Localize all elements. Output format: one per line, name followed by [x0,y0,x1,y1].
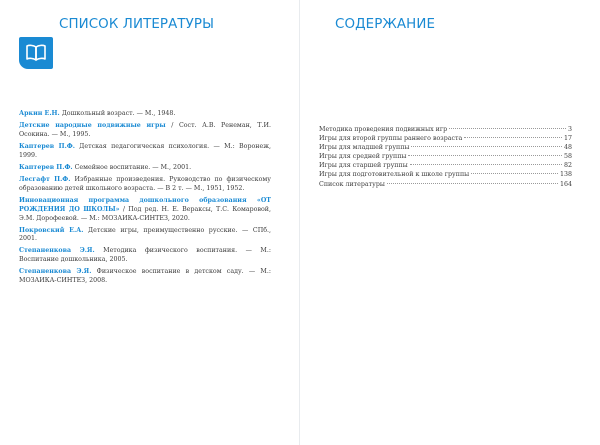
entry-author: Каптерев П.Ф. [19,142,75,150]
toc-entry[interactable] [319,125,572,134]
toc-page-number: 138 [559,171,572,179]
entry-author: Детские народные подвижные игры [19,122,166,129]
toc-leader-dots [449,128,566,129]
toc-page-number: 48 [563,144,572,152]
toc-page-number: 164 [559,180,572,188]
entry-text: Избранные произведения. Руководство по физическому образованию детей школьного возраста. — В 2 т. — М., 1951, 1952. [19,175,271,192]
bibliography-entry [19,164,271,173]
toc-page-number: 17 [563,135,572,143]
toc-entry[interactable] [319,143,572,152]
toc-page-number: 82 [563,162,572,170]
toc-title: Игры для второй группы раннего возраста [319,135,463,143]
entry-author: Аркин Е.Н. [19,110,60,117]
toc-title: Список литературы [319,180,385,188]
toc-leader-dots [410,164,562,165]
bibliography-entry [19,227,271,245]
toc-title: Игры для младшей группы [319,144,410,152]
entry-text: Методика физического воспитания. — М.: Воспитание дошкольника, 2005. [19,247,271,264]
toc-leader-dots [411,146,562,147]
entry-author: Покровский Е.А. [19,226,84,234]
entry-text: Детские игры, преимущественно русские. — СПб., 2001. [19,226,271,243]
toc-entry[interactable] [319,152,572,161]
entry-text: Семейное воспитание. — М., 2001. [72,163,192,171]
entry-author: Лесгафт П.Ф. [19,175,71,183]
entry-author: Степаненкова Э.Я. [19,268,92,276]
bibliography-entry [19,176,271,194]
book-badge [19,37,53,69]
entry-text: Дошкольный возраст. — М., 1948. [59,110,176,117]
entry-text: / Сост. А.В. Ренеман, Т.И. Осокина. — М., 1995. [19,122,271,138]
table-of-contents [319,125,572,189]
page-heading-contents: СОДЕРЖАНИЕ [335,17,436,32]
toc-title: Методика проведения подвижных игр [319,126,448,133]
page-heading-bibliography: СПИСОК ЛИТЕРАТУРЫ [59,17,214,32]
toc-entry[interactable] [319,180,572,189]
bibliography-entry [19,110,271,119]
entry-text: Физическое воспитание в детском саду. — М.: МОЗАИКА-СИНТЕЗ, 2008. [19,268,271,285]
bibliography-entry [19,122,271,140]
toc-leader-dots [464,137,562,138]
toc-title: Игры для средней группы [319,153,407,161]
bibliography-entry [19,247,271,265]
bibliography-entry [19,268,271,286]
entry-text: / Под ред. Н. Е. Вераксы, Т.С. Комаровой, Э.М. Дорофеевой. — М.: МОЗАИКА-СИНТЕЗ, 2020. [19,205,271,222]
entry-author: Степаненкова Э.Я. [19,247,95,255]
entry-author: Каптерев П.Ф. [19,163,73,171]
open-book-icon [25,43,47,63]
entry-text: Детская педагогическая психология. — М.: Воронеж, 1999. [19,142,271,159]
right-page [300,0,599,445]
bibliography-list [19,110,271,289]
toc-page-number: 3 [567,126,572,133]
bibliography-entry [19,143,271,161]
toc-leader-dots [471,173,558,174]
left-page [0,0,299,445]
entry-author: Инновационная программа дошкольного образования «ОТ РОЖДЕНИЯ ДО ШКОЛЫ» [19,196,271,213]
toc-entry[interactable] [319,170,572,179]
toc-page-number: 58 [563,153,572,161]
toc-leader-dots [408,155,562,156]
toc-leader-dots [387,183,558,184]
toc-title: Игры для старшей группы [319,162,408,170]
bibliography-entry [19,197,271,224]
toc-title: Игры для подготовительной к школе группы [319,171,470,179]
toc-entry[interactable] [319,134,572,143]
toc-entry[interactable] [319,161,572,170]
